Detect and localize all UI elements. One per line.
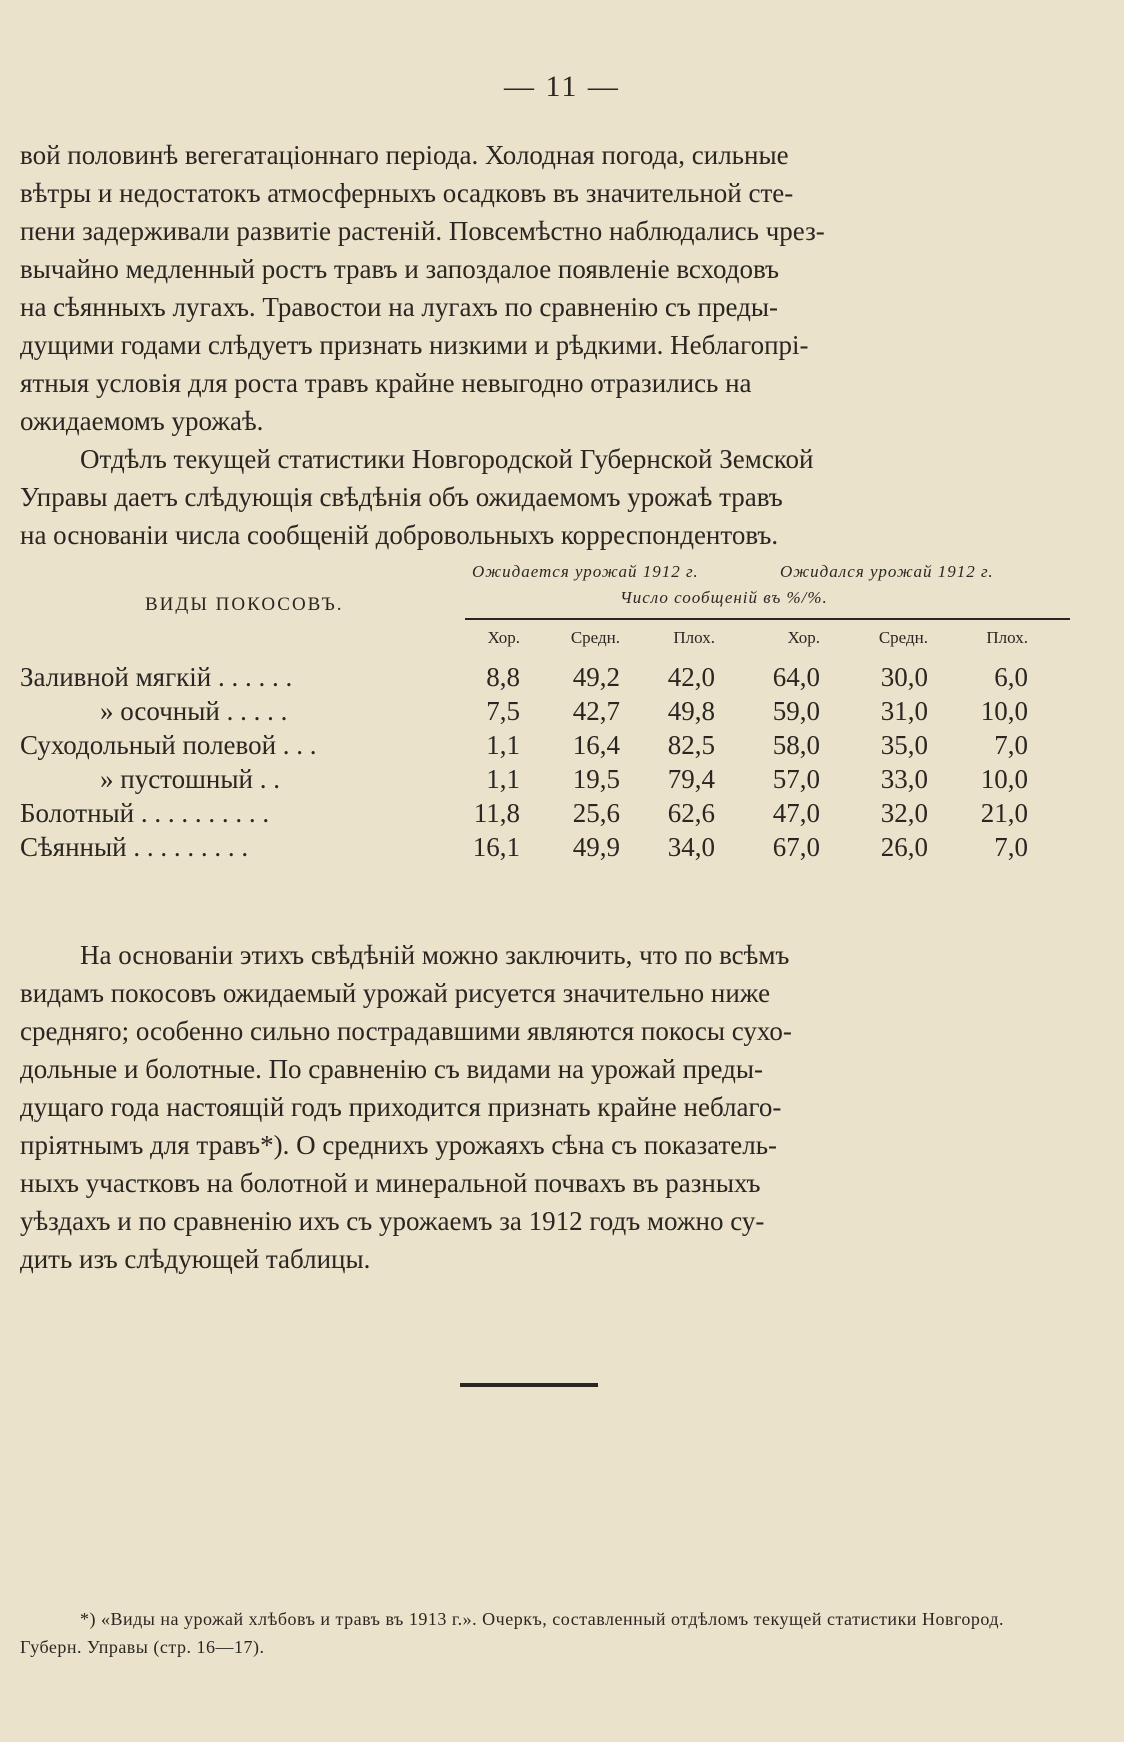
paragraph-line: средняго; особенно сильно пострадавшими являются покосы сухо-	[20, 1016, 792, 1046]
group-header-expected: Ожидается урожай 1912 г.	[472, 562, 699, 581]
table-cell: 10,0	[980, 764, 1028, 794]
table-cell: 16,1	[472, 832, 520, 862]
table-cell: 64,0	[772, 662, 820, 692]
paragraph-line: уѣздахъ и по сравненію ихъ съ урожаемъ за 1912 годъ можно су-	[20, 1206, 765, 1236]
row-label: Болотный . . . . . . . . . .	[20, 798, 270, 828]
table-cell: 1,1	[486, 730, 520, 760]
page-number: — 11 —	[504, 70, 620, 103]
group-header-was-expected: Ожидался урожай 1912 г.	[780, 562, 994, 581]
table-row	[20, 730, 1050, 764]
table-cell: 32,0	[880, 798, 928, 828]
row-header: ВИДЫ ПОКОСОВЪ.	[145, 594, 344, 615]
table-cell: 11,8	[473, 798, 520, 828]
footnote: *) «Виды на урожай хлѣбовъ и травъ въ 1913 г.». Очеркъ, составленный отдѣломъ текущей статистики Новгород. Губерн. Управы (стр. 16—17).	[20, 1609, 1005, 1657]
paragraph-line: Отдѣлъ текущей статистики Новгородской Губернской Земской	[80, 444, 814, 474]
column-header: Средн.	[570, 628, 620, 647]
column-header: Хор.	[787, 628, 820, 647]
paragraph-line: дить изъ слѣдующей таблицы.	[20, 1244, 371, 1274]
table-cell: 49,9	[572, 832, 620, 862]
paragraph-line: на основаніи числа сообщеній добровольныхъ корреспондентовъ.	[20, 520, 779, 550]
table-cell: 7,0	[994, 832, 1028, 862]
paragraph-line: на сѣянныхъ лугахъ. Травостои на лугахъ по сравненію съ преды-	[20, 292, 779, 322]
intro-paragraph	[20, 136, 1050, 554]
row-label: » осочный . . . . .	[100, 696, 288, 726]
header-rule	[465, 618, 1070, 620]
paragraph-line: дущими годами слѣдуетъ признать низкими и рѣдкими. Неблагопрі-	[20, 330, 809, 360]
paragraph-line: Управы даетъ слѣдующія свѣдѣнія объ ожидаемомъ урожаѣ травъ	[20, 482, 783, 512]
row-label: » пустошный . .	[100, 764, 280, 794]
table-cell: 7,5	[486, 696, 520, 726]
table-cell: 33,0	[880, 764, 928, 794]
table-cell: 82,5	[667, 730, 715, 760]
conclusion-paragraph	[20, 936, 1050, 1278]
column-header: Плох.	[673, 628, 715, 647]
table-cell: 21,0	[980, 798, 1028, 828]
paragraph-line: дущаго года настоящій годъ приходится признать крайне неблаго-	[20, 1092, 782, 1122]
table-cell: 42,0	[667, 662, 715, 692]
row-label: Суходольный полевой . . .	[20, 730, 317, 760]
table-cell: 67,0	[772, 832, 820, 862]
column-header: Плох.	[986, 628, 1028, 647]
paragraph-line: пріятнымъ для травъ*). О среднихъ урожаяхъ сѣна съ показатель-	[20, 1130, 778, 1160]
section-divider	[460, 1383, 598, 1387]
paragraph-line: вѣтры и недостатокъ атмосферныхъ осадковъ въ значительной сте-	[20, 178, 794, 208]
column-header: Средн.	[878, 628, 928, 647]
table-row	[20, 696, 1050, 730]
table-cell: 35,0	[880, 730, 928, 760]
subheader: Число сообщеній въ %/%.	[620, 588, 828, 607]
table-cell: 10,0	[980, 696, 1028, 726]
table-row	[20, 662, 1050, 696]
paragraph-line: видамъ покосовъ ожидаемый урожай рисуется значительно ниже	[20, 978, 771, 1008]
paragraph-line: На основаніи этихъ свѣдѣній можно заключить, что по всѣмъ	[80, 940, 790, 970]
table-cell: 26,0	[880, 832, 928, 862]
paragraph-line: пени задерживали развитіе растеній. Повсемѣстно наблюдались чрез-	[20, 216, 825, 246]
table-cell: 19,5	[572, 764, 620, 794]
table-row	[20, 798, 1050, 832]
table-cell: 57,0	[772, 764, 820, 794]
table-cell: 8,8	[486, 662, 520, 692]
paragraph-line: ожидаемомъ урожаѣ.	[20, 406, 264, 436]
table-cell: 6,0	[994, 662, 1028, 692]
table-cell: 25,6	[572, 798, 620, 828]
table-cell: 34,0	[667, 832, 715, 862]
row-label: Заливной мягкій . . . . . .	[20, 662, 293, 692]
table-cell: 16,4	[572, 730, 620, 760]
table-cell: 47,0	[772, 798, 820, 828]
table-cell: 7,0	[994, 730, 1028, 760]
row-label: Сѣянный . . . . . . . . .	[20, 832, 249, 862]
column-header: Хор.	[487, 628, 520, 647]
table-cell: 58,0	[772, 730, 820, 760]
paragraph-line: дольные и болотные. По сравненію съ видами на урожай преды-	[20, 1054, 764, 1084]
table-cell: 79,4	[667, 764, 715, 794]
paragraph-line: ятныя условія для роста травъ крайне невыгодно отразились на	[20, 368, 752, 398]
table-row	[20, 832, 1050, 866]
table-cell: 42,7	[572, 696, 620, 726]
table-cell: 49,2	[572, 662, 620, 692]
table-cell: 31,0	[880, 696, 928, 726]
paragraph-line: вычайно медленный ростъ травъ и запоздалое появленіе всходовъ	[20, 254, 780, 284]
table-cell: 49,8	[667, 696, 715, 726]
paragraph-line: ныхъ участковъ на болотной и минеральной почвахъ въ разныхъ	[20, 1168, 761, 1198]
table-cell: 30,0	[880, 662, 928, 692]
table-cell: 59,0	[772, 696, 820, 726]
paragraph-line: вой половинѣ вегегатаціоннаго періода. Холодная погода, сильные	[20, 140, 789, 170]
table-cell: 1,1	[486, 764, 520, 794]
table-row	[20, 764, 1050, 798]
table-cell: 62,6	[667, 798, 715, 828]
